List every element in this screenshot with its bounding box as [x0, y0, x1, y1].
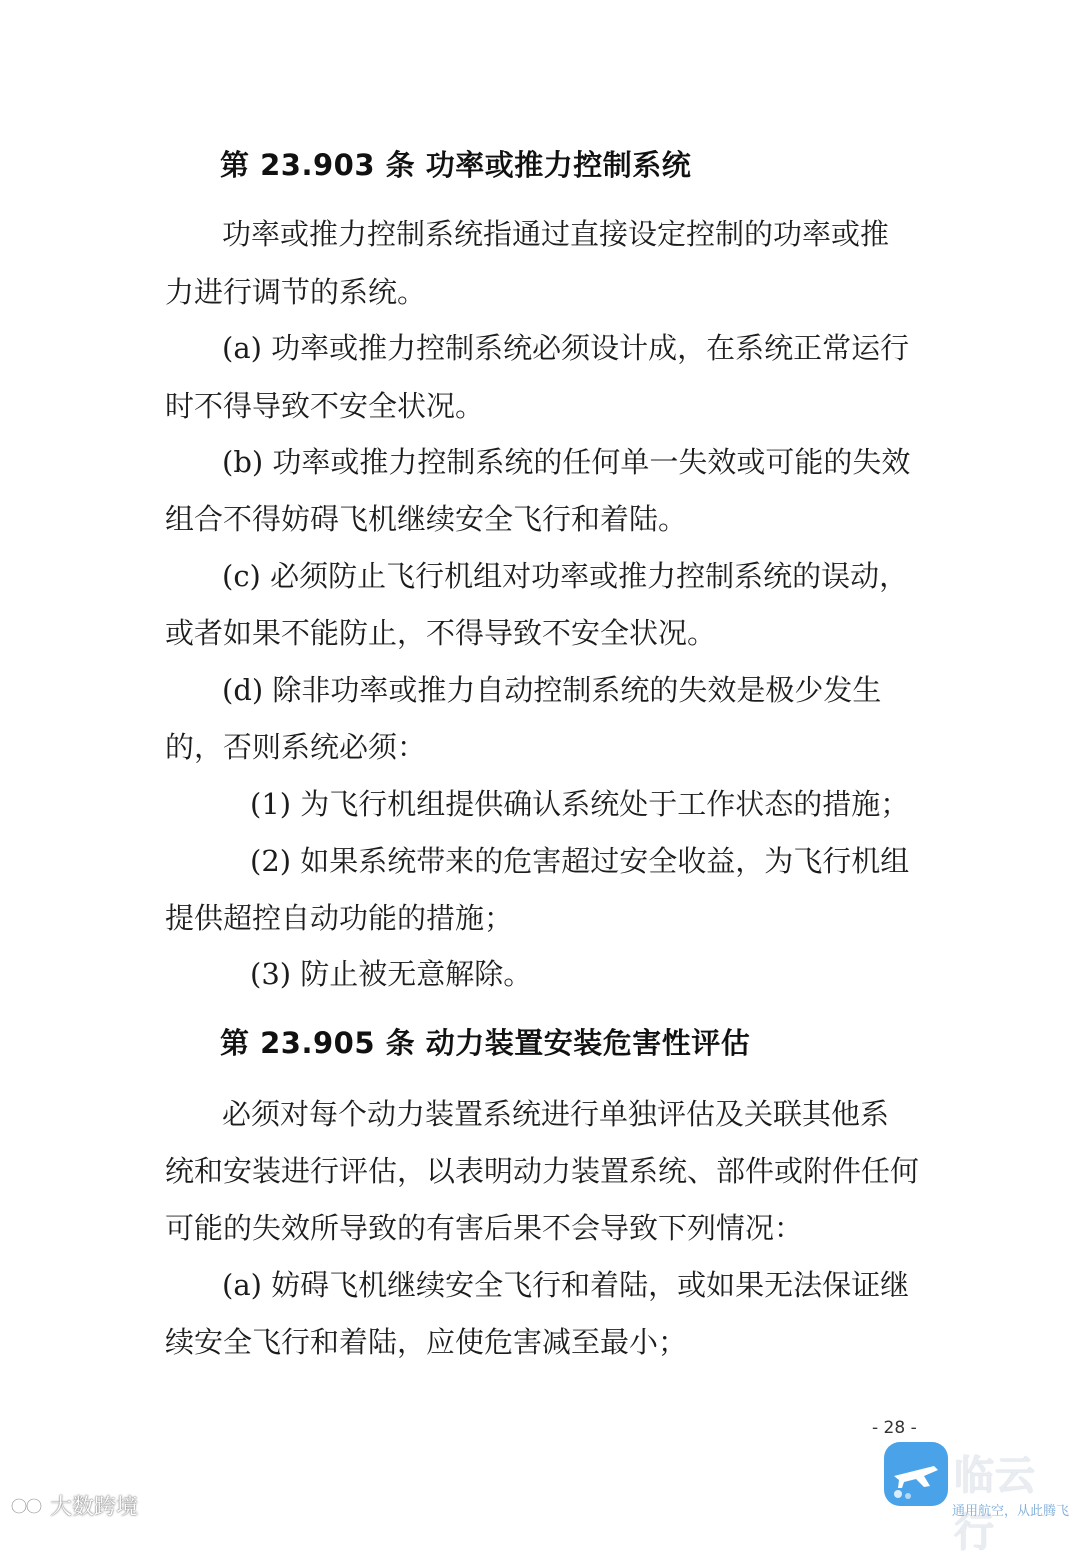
chain-logo-icon	[10, 1495, 44, 1517]
airplane-badge-icon	[884, 1442, 948, 1506]
paragraph-line: 的，否则系统必须：	[165, 730, 427, 764]
paragraph-line: 提供超控自动功能的措施；	[165, 901, 514, 935]
section-heading-23-905: 第 23.905 条 动力装置安装危害性评估	[220, 1026, 751, 1060]
paragraph-line: 时不得导致不安全状况。	[165, 389, 485, 423]
brand-logo	[880, 1418, 1075, 1556]
paragraph-line: 组合不得妨碍飞机继续安全飞行和着陆。	[165, 502, 688, 536]
paragraph-line: (a) 妨碍飞机继续安全飞行和着陆，或如果无法保证继	[222, 1268, 910, 1302]
paragraph-line: (c) 必须防止飞行机组对功率或推力控制系统的误动，	[222, 559, 909, 593]
paragraph-line: 可能的失效所导致的有害后果不会导致下列情况：	[165, 1211, 804, 1245]
logo-slogan: 通用航空，从此腾飞	[952, 1504, 1070, 1519]
paragraph-line: 统和安装进行评估，以表明动力装置系统、部件或附件任何	[165, 1154, 920, 1188]
paragraph-line: (a) 功率或推力控制系统必须设计成，在系统正常运行	[222, 331, 910, 365]
paragraph-line: 力进行调节的系统。	[165, 275, 427, 309]
paragraph-line: 续安全飞行和着陆，应使危害减至最小；	[165, 1325, 688, 1359]
section-heading-23-903: 第 23.903 条 功率或推力控制系统	[220, 148, 692, 182]
logo-name: 临云行	[954, 1453, 1036, 1556]
paragraph-line: (d) 除非功率或推力自动控制系统的失效是极少发生	[222, 673, 882, 707]
paragraph-line: 必须对每个动力装置系统进行单独评估及关联其他系	[222, 1097, 890, 1131]
watermark-text: 大数跨境	[50, 1495, 139, 1520]
paragraph-line: (2) 如果系统带来的危害超过安全收益，为飞行机组	[250, 844, 910, 878]
paragraph-line: 或者如果不能防止，不得导致不安全状况。	[165, 616, 717, 650]
watermark-left	[10, 1490, 138, 1521]
paragraph-line: (3) 防止被无意解除。	[250, 957, 533, 991]
paragraph-line: (1) 为飞行机组提供确认系统处于工作状态的措施；	[250, 787, 910, 821]
paragraph-line: 功率或推力控制系统指通过直接设定控制的功率或推	[222, 217, 890, 251]
page-number: - 28 -	[872, 1418, 917, 1438]
paragraph-line: (b) 功率或推力控制系统的任何单一失效或可能的失效	[222, 445, 911, 479]
